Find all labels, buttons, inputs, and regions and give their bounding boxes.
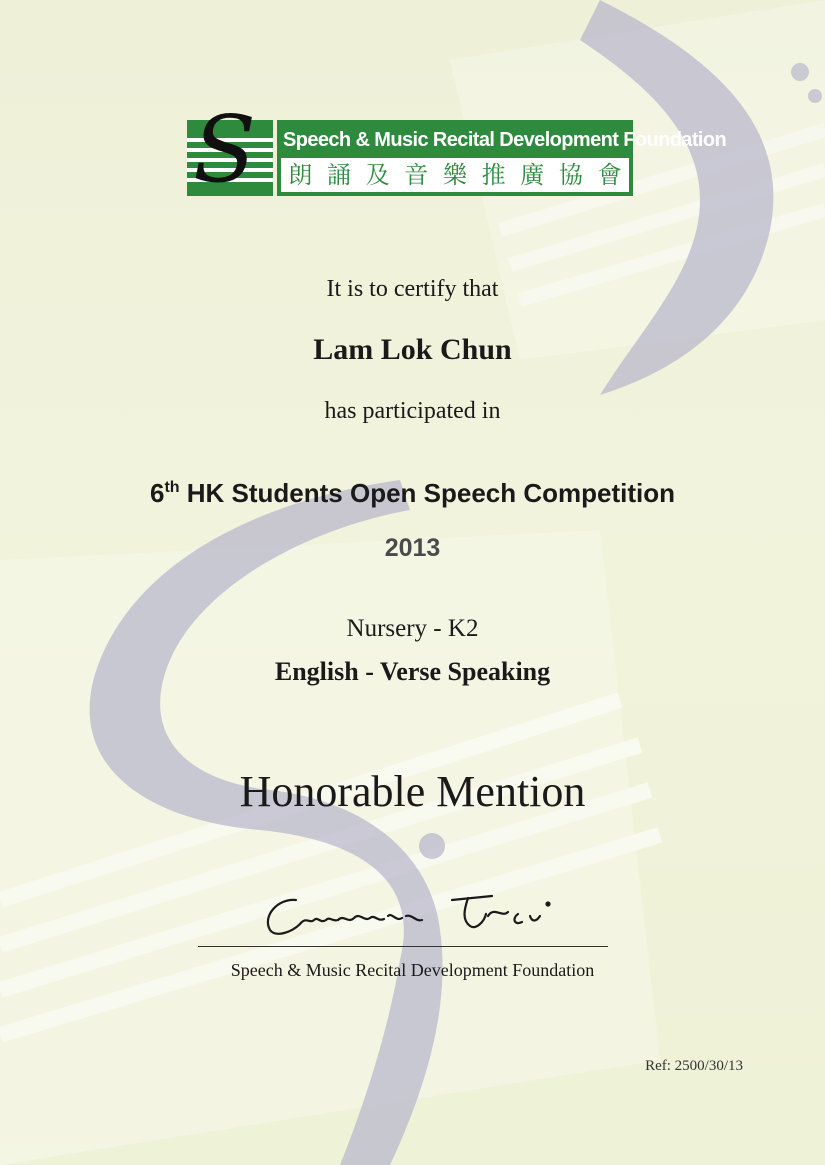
award-title: Honorable Mention <box>239 767 586 816</box>
logo-chinese-char: 及 <box>365 161 390 189</box>
signature <box>256 886 566 942</box>
recipient-name: Lam Lok Chun <box>313 333 512 366</box>
logo-chinese-char: 廣 <box>520 161 545 189</box>
logo-chinese-char: 誦 <box>326 161 351 189</box>
logo-textbox <box>277 120 727 196</box>
logo-chinese-char: 音 <box>404 161 429 189</box>
participated-statement: has participated in <box>324 398 501 424</box>
competition-category: English - Verse Speaking <box>274 657 551 686</box>
signing-body: Speech & Music Recital Development Foundation <box>230 960 595 980</box>
event-title <box>0 478 825 509</box>
logo-chinese-char: 朗 <box>288 161 313 189</box>
competition-level: Nursery - K2 <box>346 615 479 642</box>
logo-chinese-char: 推 <box>481 161 506 189</box>
signature-line <box>198 946 608 947</box>
logo-chinese-char: 樂 <box>442 161 467 189</box>
logo-s-glyph: S <box>193 96 257 203</box>
foundation-logo <box>183 96 727 203</box>
certify-statement: It is to certify that <box>326 276 499 302</box>
event-number: 6 <box>149 478 165 508</box>
logo-chinese-name <box>281 158 629 192</box>
event-year: 2013 <box>384 534 441 562</box>
logo-chinese-char: 會 <box>597 161 622 189</box>
event-name: HK Students Open Speech Competition <box>179 478 676 508</box>
event-ordinal-suffix: th <box>164 479 180 496</box>
reference-number: Ref: 2500/30/13 <box>645 1058 743 1074</box>
logo-mark <box>187 96 273 203</box>
logo-english-name: Speech & Music Recital Development Foundation <box>283 129 727 151</box>
logo-chinese-char: 協 <box>558 161 583 189</box>
